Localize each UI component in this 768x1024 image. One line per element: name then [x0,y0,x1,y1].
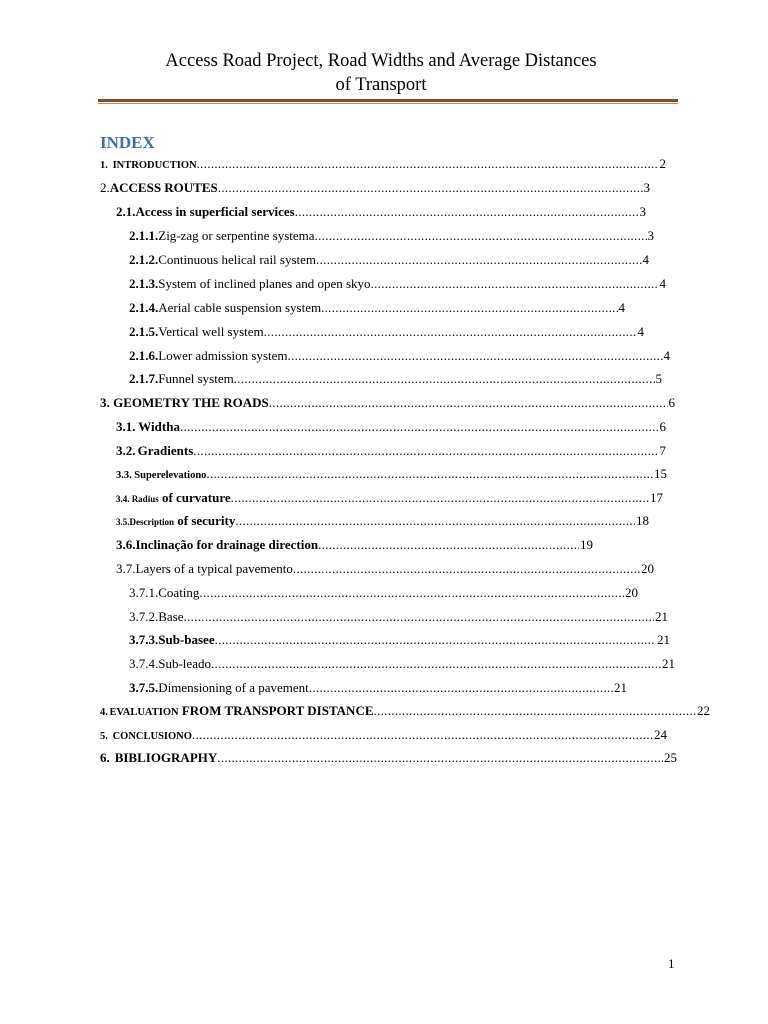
toc-label: Sub-leado [158,656,211,671]
toc-leader [218,180,643,196]
toc-number: 2. [100,180,110,195]
toc-number: 3.6. [116,537,136,552]
toc-leader [211,656,661,672]
toc-leader [315,228,647,244]
toc-page: 4 [663,348,670,363]
toc-leader [184,609,654,625]
toc-entry-3-3[interactable] [116,466,667,486]
toc-number: 3.7.4. [129,656,159,671]
toc-leader [374,703,696,719]
toc-page: 15 [654,466,667,481]
toc-page: 4 [618,300,625,315]
toc-label: ACCESS ROUTES [109,180,218,195]
toc-entry-5[interactable] [100,727,667,747]
toc-page: 5 [655,371,662,386]
toc-page: 21 [655,609,668,624]
toc-label-prefix: Radius [131,494,159,504]
toc-label-prefix: Description [129,517,174,527]
toc-page: 3 [647,228,654,243]
header-divider-thin [98,103,678,104]
toc-leader [371,276,659,292]
toc-leader [197,156,659,172]
toc-label: Sub-basee [158,632,215,647]
toc-entry-3[interactable] [100,395,675,415]
toc-entry-2-1-5[interactable] [129,324,644,344]
toc-page: 21 [614,680,627,695]
toc-label: Superelevationo [134,470,207,481]
toc-entry-2-1-2[interactable] [129,252,649,272]
toc-page: 20 [625,585,638,600]
toc-page: 24 [654,727,667,742]
toc-entry-2-1-4[interactable] [129,300,625,320]
toc-label: System of inclined planes and open skyo [158,276,371,291]
toc-page: 6 [668,395,675,410]
toc-number: 3.2. [116,443,136,458]
toc-entry-2-1-6[interactable] [129,348,670,368]
toc-leader [264,324,637,340]
toc-page: 18 [636,513,649,528]
toc-label: Zig-zag or serpentine systema [158,228,315,243]
toc-label: Vertical well system [158,324,264,339]
toc-label: GEOMETRY THE ROADS [113,395,269,410]
toc-label: Base [158,609,184,624]
toc-leader [192,727,653,743]
toc-leader [234,371,655,387]
toc-page: 2 [659,156,666,171]
toc-entry-3-7-5[interactable] [129,680,627,700]
toc-leader [217,750,663,766]
toc-number: 3.3. [116,470,132,481]
toc-entry-3-2[interactable] [116,443,666,463]
toc-number: 4. [100,707,108,718]
toc-leader [293,561,640,577]
toc-entry-3-4[interactable] [116,490,663,510]
toc-number: 2.1.1. [129,228,159,243]
toc-leader [269,395,668,411]
toc-number: 2.1.2. [129,252,159,267]
toc-entry-3-1[interactable] [116,419,666,439]
toc-entry-2-1[interactable] [116,204,646,224]
toc-number: 5. [100,731,108,742]
toc-number: 3. [100,395,110,410]
toc-page: 3 [643,180,650,195]
toc-page: 4 [642,252,649,267]
toc-entry-2-1-7[interactable] [129,371,662,391]
toc-page: 25 [664,750,677,765]
toc-entry-2-1-1[interactable] [129,228,654,248]
toc-number: 3.5. [116,517,130,527]
toc-entry-3-5[interactable] [116,513,649,533]
toc-page: 6 [659,419,666,434]
toc-leader [295,204,639,220]
toc-label: Dimensioning of a pavement [158,680,309,695]
toc-entry-3-6[interactable] [116,537,593,557]
toc-page: 21 [657,632,670,647]
toc-label: Funnel system [158,371,234,386]
toc-page: 3 [639,204,646,219]
toc-entry-1[interactable] [100,156,666,176]
toc-leader [235,513,635,529]
toc-number: 3.1. [116,419,136,434]
toc-entry-3-7[interactable] [116,561,654,581]
toc-number: 3.4. [116,494,130,504]
document-title-line-1: Access Road Project, Road Widths and Average Distances [165,51,597,71]
toc-number: 3.7.5. [129,680,159,695]
index-heading: INDEX [100,133,155,152]
toc-label: Widtha [138,419,180,434]
toc-label: Layers of a typical pavemento [135,561,293,576]
toc-label: Inclinação for drainage direction [135,537,319,552]
toc-number: 2.1.4. [129,300,159,315]
toc-page: 7 [659,443,666,458]
toc-label: of curvature [161,490,231,505]
toc-number: 3.7.3. [129,632,159,647]
toc-number: 2.1.3. [129,276,159,291]
toc-entry-4[interactable] [100,703,710,723]
toc-label: BIBLIOGRAPHY [114,750,218,765]
toc-leader [309,680,613,696]
toc-label: Lower admission system [158,348,288,363]
toc-label: of security [177,513,236,528]
toc-entry-3-7-1[interactable] [129,585,638,605]
toc-label: CONCLUSIONO [112,731,192,742]
toc-leader [321,300,617,316]
toc-leader [199,585,624,601]
toc-label: Coating [158,585,200,600]
toc-number: 3.7. [116,561,136,576]
toc-page: 22 [697,703,710,718]
toc-leader [231,490,649,506]
toc-page: 4 [659,276,666,291]
toc-entry-3-7-4[interactable] [129,656,675,676]
toc-page: 17 [650,490,663,505]
toc-label-prefix: EVALUATION [109,707,179,718]
toc-label: INTRODUCTION [112,160,197,171]
toc-page: 19 [580,537,593,552]
toc-number: 2.1. [116,204,136,219]
toc-page: 21 [662,656,675,671]
toc-entry-2[interactable] [100,180,650,200]
toc-label: Gradients [137,443,194,458]
toc-number: 1. [100,160,108,171]
header-divider [98,99,678,102]
toc-label: Access in superficial services [135,204,295,219]
toc-entry-6[interactable] [100,750,677,770]
toc-label: Aerial cable suspension system [158,300,322,315]
toc-number: 2.1.7. [129,371,159,386]
toc-number: 3.7.2. [129,609,159,624]
toc-leader [193,443,658,459]
toc-label: FROM TRANSPORT DISTANCE [181,703,374,718]
document-title-line-2: of Transport [335,75,427,95]
toc-number: 3.7.1. [129,585,159,600]
toc-leader [316,252,641,268]
toc-leader [215,632,656,648]
toc-entry-2-1-3[interactable] [129,276,666,296]
toc-number: 2.1.6. [129,348,159,363]
toc-number: 6. [100,750,110,765]
toc-entry-3-7-2[interactable] [129,609,668,629]
toc-page: 20 [641,561,654,576]
toc-page: 4 [637,324,644,339]
toc-leader [288,348,663,364]
toc-leader [318,537,579,553]
page-number: 1 [668,956,675,971]
toc-entry-3-7-3[interactable] [129,632,670,652]
toc-leader [180,419,659,435]
document-title [96,49,666,97]
toc-number: 2.1.5. [129,324,159,339]
toc-leader [206,466,653,482]
toc-label: Continuous helical rail system [158,252,317,267]
